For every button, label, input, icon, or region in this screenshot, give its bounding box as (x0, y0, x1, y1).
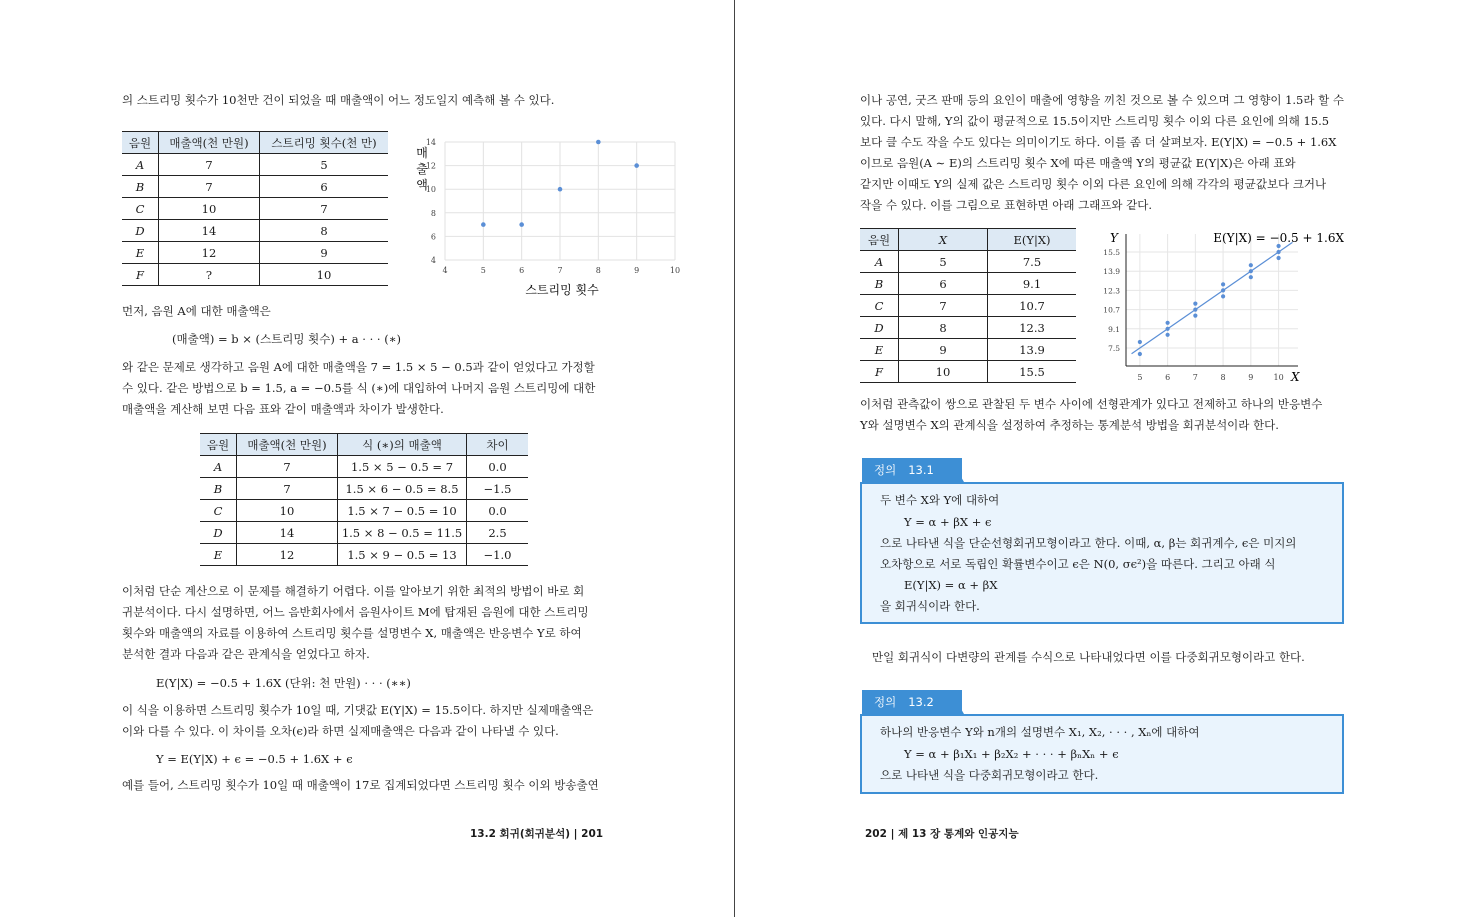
table-cell: E (122, 242, 159, 264)
left-para4-line: 이 식을 이용하면 스트리밍 횟수가 10일 때, 기댓값 E(Y|X) = 15.5이다. 하지만 실제매출액은 (122, 703, 594, 717)
table-cell: 10 (237, 500, 338, 522)
table-cell: 15.5 (988, 361, 1077, 383)
left-para2-line: 수 있다. 같은 방법으로 b = 1.5, a = −0.5를 식 (∗)에 대입하여 나머지 음원 스트리밍에 대한 (122, 381, 596, 395)
table-cell: 1.5 × 8 − 0.5 = 11.5 (338, 522, 467, 544)
table-cell: 7 (237, 456, 338, 478)
definition-tab-13-1 (862, 458, 962, 482)
page-footer-left: 13.2 회귀(회귀분석) | 201 (470, 828, 604, 840)
definition-tab-arrow (950, 458, 966, 482)
x-tick-label: 8 (1220, 373, 1226, 382)
table-cell: B (200, 478, 237, 500)
data-point (1193, 302, 1197, 306)
x-tick-label: 4 (442, 266, 448, 275)
y-axis-label: Y (1110, 231, 1118, 245)
table-cell: B (122, 176, 159, 198)
definition-box-13-1 (860, 482, 1344, 624)
table-cell: 1.5 × 7 − 0.5 = 10 (338, 500, 467, 522)
data-point (558, 187, 563, 192)
definition-label: 정의 (874, 463, 897, 477)
table-header: 음원 (200, 434, 237, 456)
table-cell: E (200, 544, 237, 566)
table-cell: −1.5 (467, 478, 529, 500)
definition-line: 두 변수 X와 Y에 대하여 (880, 493, 1000, 507)
x-tick-label: 6 (1165, 373, 1171, 382)
data-point (1276, 256, 1280, 260)
table-cell: F (860, 361, 899, 383)
right-para1-line: 이므로 음원(A ∼ E)의 스트리밍 횟수 X에 따른 매출액 Y의 평균값 E(Y|X)은 아래 표와 (860, 156, 1296, 170)
table-cell: F (122, 264, 159, 286)
regression-line-path (1132, 242, 1293, 353)
table-cell: 12 (237, 544, 338, 566)
table-row (200, 522, 528, 544)
table-cell: 7.5 (988, 251, 1077, 273)
right-para2-line: Y와 설명변수 X의 관계식을 설정하여 추정하는 통계분석 방법을 회귀분석이라 한다. (860, 418, 1279, 432)
table-cell: D (122, 220, 159, 242)
table-cell: D (860, 317, 899, 339)
definition-formula: E(Y|X) = α + βX (904, 578, 998, 592)
definition-line: 하나의 반응변수 Y와 n개의 설명변수 X₁, X₂, · · · , Xₙ에 대하여 (880, 725, 1200, 739)
y-tick-label: 9.1 (1108, 324, 1120, 334)
table-cell: 1.5 × 9 − 0.5 = 13 (338, 544, 467, 566)
definition-formula: Y = α + βX + ϵ (904, 515, 992, 529)
definition-number: 13.2 (908, 695, 934, 709)
formula-regression: E(Y|X) = −0.5 + 1.6X (단위: 천 만원) · · · (∗∗) (156, 676, 411, 690)
regression-equation: E(Y|X) = −0.5 + 1.6X (1213, 231, 1344, 245)
y-tick-label: 13.9 (1103, 267, 1120, 277)
table-cell: 6 (899, 273, 988, 295)
table-row (860, 339, 1076, 361)
formula-star: (매출액) = b × (스트리밍 횟수) + a · · · (∗) (172, 332, 402, 346)
y-tick-label: 10.7 (1103, 305, 1120, 315)
data-point (634, 163, 639, 168)
chart-grid (1126, 234, 1298, 366)
right-para1-line: 있다. 다시 말해, Y의 값이 평균적으로 15.5이지만 스트리밍 횟수 이외 다른 요인에 의해 15.5 (860, 114, 1330, 128)
table-sales-streaming (122, 131, 388, 286)
table-cell: 1.5 × 5 − 0.5 = 7 (338, 456, 467, 478)
table-expected-values (860, 228, 1076, 383)
table-cell: A (200, 456, 237, 478)
table-cell: 10 (159, 198, 260, 220)
table-row (860, 317, 1076, 339)
data-point (1221, 282, 1225, 286)
definition-line: 을 회귀식이라 한다. (880, 599, 980, 613)
data-point (1276, 250, 1280, 254)
table-row (200, 544, 528, 566)
x-tick-label: 7 (557, 266, 563, 275)
table-row (200, 500, 528, 522)
definition-tab-13-2 (862, 690, 962, 714)
table-cell: ? (159, 264, 260, 286)
regression-line (1132, 242, 1293, 353)
table-cell: −1.0 (467, 544, 529, 566)
y-tick-label: 12 (425, 161, 436, 171)
table-cell: 7 (899, 295, 988, 317)
table-cell: 9 (260, 242, 389, 264)
table-cell: 5 (899, 251, 988, 273)
definition-number: 13.1 (908, 463, 934, 477)
y-axis-label-char: 출 (416, 162, 428, 176)
x-tick-label: 5 (480, 266, 486, 275)
table-cell: 14 (159, 220, 260, 242)
x-tick-label: 6 (519, 266, 525, 275)
table-cell: C (200, 500, 237, 522)
table-cell: 14 (237, 522, 338, 544)
table-cell: 0.0 (467, 456, 529, 478)
definition-formula: Y = α + β₁X₁ + β₂X₂ + · · · + βₙXₙ + ϵ (904, 747, 1119, 761)
y-axis-label-char: 액 (416, 178, 428, 192)
table-row (860, 273, 1076, 295)
table-row (122, 264, 388, 286)
table-header: 매출액(천 만원) (159, 132, 260, 154)
left-para5: 예를 들어, 스트리밍 횟수가 10일 때 매출액이 17로 집계되었다면 스트리밍 횟수 이외 방송출연 (122, 778, 599, 792)
page-divider (734, 0, 735, 917)
table-row (860, 361, 1076, 383)
x-tick-label: 7 (1192, 373, 1198, 382)
table-cell: 5 (260, 154, 389, 176)
table-sales-differences (200, 433, 528, 566)
table-header: E(Y|X) (988, 229, 1077, 251)
definition-box-13-2 (860, 714, 1344, 794)
left-para2-line: 매출액을 계산해 보면 다음 표와 같이 매출액과 차이가 발생한다. (122, 402, 444, 416)
regression-chart (1098, 226, 1350, 388)
table-row (200, 478, 528, 500)
table-header: 음원 (860, 229, 899, 251)
y-axis-label-char: 매 (416, 146, 428, 160)
right-para2-line: 이처럼 관측값이 쌍으로 관찰된 두 변수 사이에 선형관계가 있다고 전제하고 하나의 반응변수 (860, 397, 1323, 411)
x-axis-label: 스트리밍 횟수 (525, 283, 599, 297)
y-tick-label: 15.5 (1103, 248, 1120, 257)
table-cell: 6 (260, 176, 389, 198)
y-tick-label: 8 (430, 208, 436, 218)
table-row (122, 154, 388, 176)
data-point (1249, 275, 1253, 279)
data-point (1249, 269, 1253, 273)
left-para4-line: 이와 다를 수 있다. 이 차이를 오차(ϵ)라 하면 실제매출액은 다음과 같이 나타낼 수 있다. (122, 724, 559, 738)
table-cell: 13.9 (988, 339, 1077, 361)
table-header: 음원 (122, 132, 159, 154)
left-para3-line: 횟수와 매출액의 자료를 이용하여 스트리밍 횟수를 설명변수 X, 매출액은 반응변수 Y로 하여 (122, 626, 582, 640)
table-cell: E (860, 339, 899, 361)
table-cell: 7 (159, 154, 260, 176)
table-cell: D (200, 522, 237, 544)
table-cell: 0.0 (467, 500, 529, 522)
x-tick-label: 10 (1273, 373, 1284, 382)
table-row (860, 251, 1076, 273)
table-cell: 7 (159, 176, 260, 198)
left-para3-line: 귀분석이다. 다시 설명하면, 어느 음반회사에서 음원사이트 M에 탑재된 음원에 대한 스트리밍 (122, 605, 589, 619)
table-cell: 7 (260, 198, 389, 220)
table-header: X (899, 229, 988, 251)
page-footer-right: 202 | 제 13 장 통계와 인공지능 (865, 828, 1019, 840)
definition-line: 으로 나타낸 식을 단순선형회귀모형이라고 한다. 이때, α, β는 회귀계수, ϵ은 미지의 (880, 536, 1297, 550)
left-para2-line: 와 같은 문제로 생각하고 음원 A에 대한 매출액을 7 = 1.5 × 5 − 0.5과 같이 얻었다고 가정할 (122, 360, 595, 374)
table-header: 스트리밍 횟수(천 만) (260, 132, 389, 154)
data-point (1166, 321, 1170, 325)
data-point (1193, 314, 1197, 318)
definition-line: 오차항으로 서로 독립인 확률변수이고 ϵ은 N(0, σϵ²)을 따른다. 그리고 아래 식 (880, 557, 1276, 571)
table-header: 매출액(천 만원) (237, 434, 338, 456)
y-tick-label: 10 (425, 185, 436, 195)
table-cell: 12.3 (988, 317, 1077, 339)
data-point (1166, 333, 1170, 337)
right-para1-line: 작을 수 있다. 이를 그림으로 표현하면 아래 그래프와 같다. (860, 198, 1153, 212)
left-para1: 먼저, 음원 A에 대한 매출액은 (122, 304, 271, 318)
left-intro: 의 스트리밍 횟수가 10천만 건이 되었을 때 매출액이 어느 정도일지 예측해 볼 수 있다. (122, 93, 555, 107)
y-tick-label: 14 (425, 138, 436, 147)
table-cell: B (860, 273, 899, 295)
table-row (122, 220, 388, 242)
x-tick-label: 5 (1137, 373, 1143, 382)
table-header: 식 (∗)의 매출액 (338, 434, 467, 456)
table-cell: C (860, 295, 899, 317)
data-point (481, 222, 486, 227)
x-tick-label: 8 (595, 266, 601, 275)
table-cell: C (122, 198, 159, 220)
data-point (1166, 327, 1170, 331)
data-point (596, 140, 601, 145)
table-cell: 1.5 × 6 − 0.5 = 8.5 (338, 478, 467, 500)
table-cell: 2.5 (467, 522, 529, 544)
definition-tab-arrow (950, 690, 966, 714)
chart-ticks (426, 138, 680, 275)
table-cell: 12 (159, 242, 260, 264)
data-point (1138, 340, 1142, 344)
table-row (122, 198, 388, 220)
right-para1-line: 보다 클 수도 작을 수도 있다는 의미이기도 하다. 이를 좀 더 살펴보자. E(Y|X) = −0.5 + 1.6X (860, 135, 1337, 149)
data-point (1221, 294, 1225, 298)
x-tick-label: 9 (634, 266, 640, 275)
data-point (1221, 288, 1225, 292)
table-row (122, 242, 388, 264)
formula-error: Y = E(Y|X) + ϵ = −0.5 + 1.6X + ϵ (156, 752, 353, 766)
y-tick-label: 6 (430, 232, 436, 242)
table-row (122, 176, 388, 198)
left-para3-line: 이처럼 단순 계산으로 이 문제를 해결하기 어렵다. 이를 알아보기 위한 최적의 방법이 바로 회 (122, 584, 585, 598)
y-tick-label: 4 (430, 256, 436, 265)
right-para3: 만일 회귀식이 다변량의 관계를 수식으로 나타내었다면 이를 다중회귀모형이라고 한다. (872, 650, 1305, 664)
data-point (1193, 308, 1197, 312)
y-tick-label: 7.5 (1108, 344, 1120, 353)
x-tick-label: 9 (1248, 373, 1254, 382)
table-cell: 7 (237, 478, 338, 500)
data-point (1138, 352, 1142, 356)
table-cell: 10.7 (988, 295, 1077, 317)
table-row (200, 456, 528, 478)
chart-grid (445, 142, 675, 260)
table-cell: 9.1 (988, 273, 1077, 295)
table-cell: 10 (260, 264, 389, 286)
definition-label: 정의 (874, 695, 897, 709)
x-tick-label: 10 (669, 266, 681, 275)
scatter-chart-sales (410, 130, 690, 300)
table-cell: 9 (899, 339, 988, 361)
data-point (1249, 263, 1253, 267)
definition-line: 으로 나타낸 식을 다중회귀모형이라고 한다. (880, 768, 1099, 782)
table-cell: A (122, 154, 159, 176)
table-cell: 8 (260, 220, 389, 242)
table-cell: 8 (899, 317, 988, 339)
table-row (860, 295, 1076, 317)
x-axis-label: X (1291, 370, 1300, 384)
left-para3-line: 분석한 결과 다음과 같은 관계식을 얻었다고 하자. (122, 647, 370, 661)
right-para1-line: 같지만 이때도 Y의 실제 값은 스트리밍 횟수 이외 다른 요인에 의해 각각의 평균값보다 크거나 (860, 177, 1327, 191)
table-header: 차이 (467, 434, 529, 456)
y-tick-label: 12.3 (1103, 286, 1120, 296)
table-cell: A (860, 251, 899, 273)
table-cell: 10 (899, 361, 988, 383)
data-point (519, 222, 524, 227)
right-para1-line: 이나 공연, 굿즈 판매 등의 요인이 매출에 영향을 끼친 것으로 볼 수 있으며 그 영향이 1.5라 할 수 (860, 93, 1345, 107)
